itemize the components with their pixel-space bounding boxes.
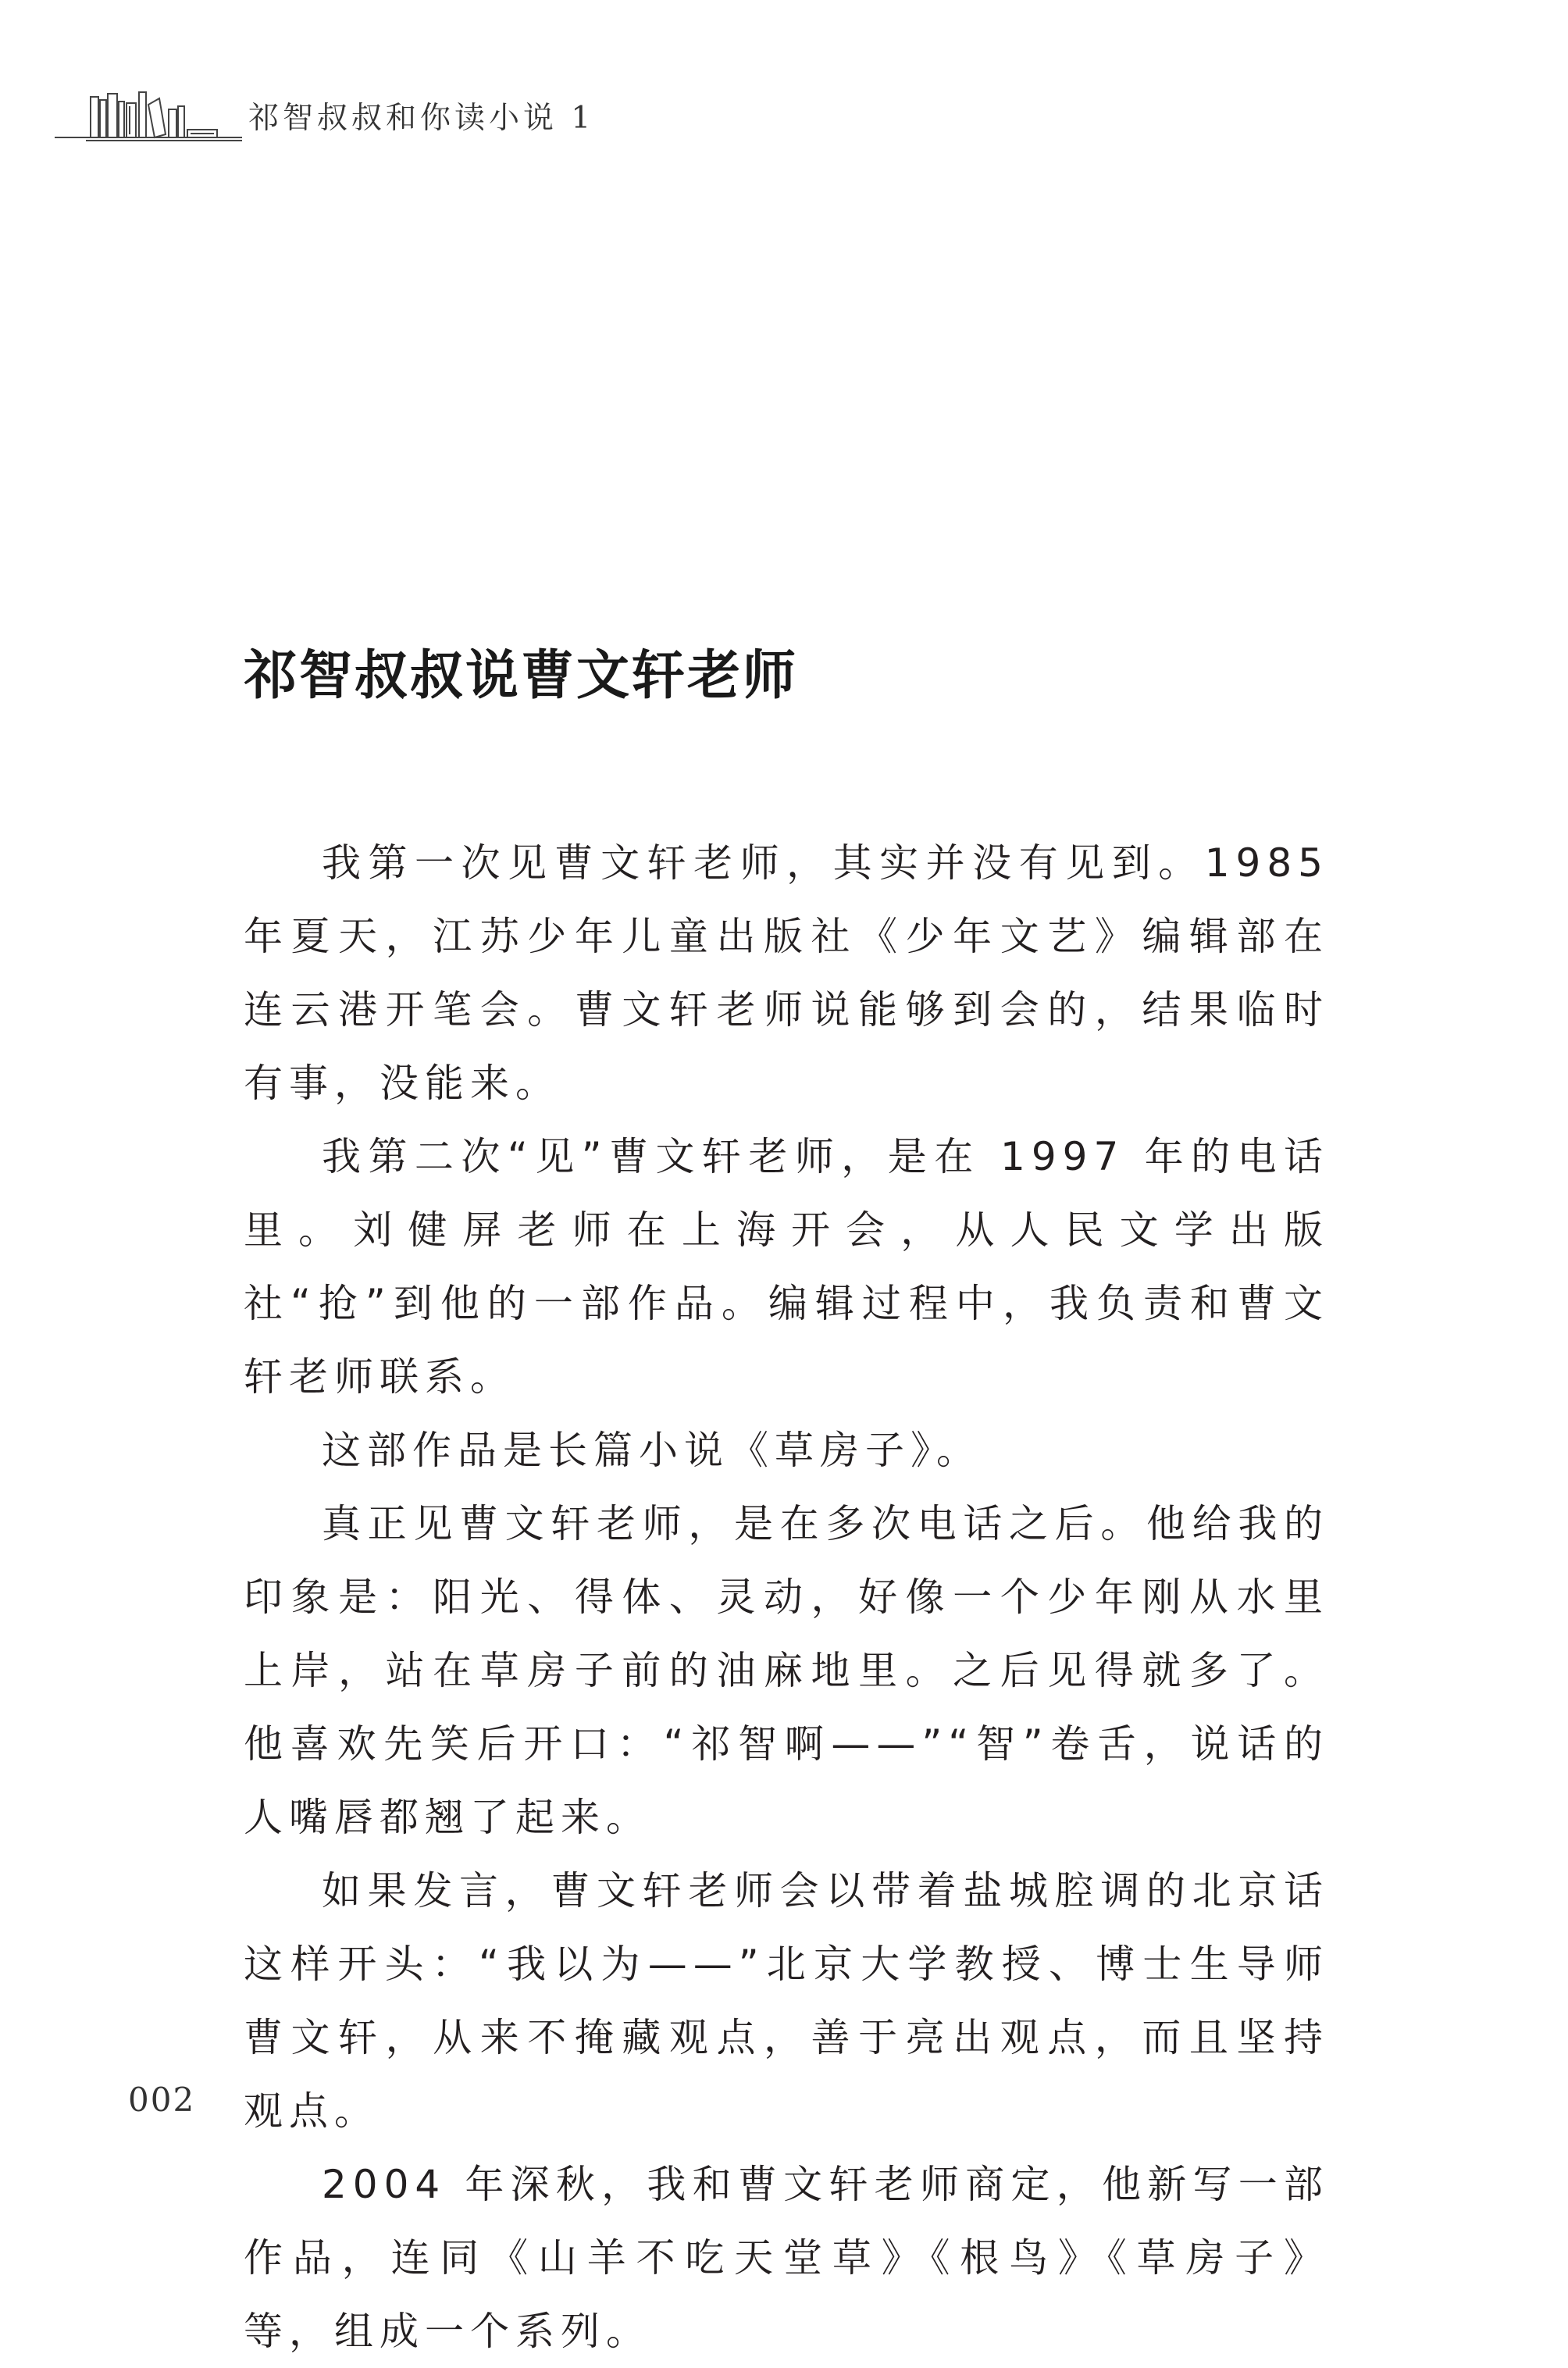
bookshelf-sketch-icon [55, 86, 242, 148]
paragraph: 我第一次见曹文轩老师，其实并没有见到。1985 年夏天，江苏少年儿童出版社《少年文艺》编辑部在连云港开笔会。曹文轩老师说能够到会的，结果临时有事，没能来。 [244, 840, 1329, 1106]
paragraph: 如果发言，曹文轩老师会以带着盐城腔调的北京话这样开头：“我以为——”北京大学教授、博士生导师曹文轩，从来不掩藏观点，善于亮出观点，而且坚持观点。 [244, 1868, 1329, 2134]
paragraph: 2004 年深秋，我和曹文轩老师商定，他新写一部作品，连同《山羊不吃天堂草》《根鸟》《草房子》等，组成一个系列。 [244, 2162, 1329, 2354]
body-text [244, 826, 1329, 2368]
page-number: 002 [128, 2081, 196, 2119]
chapter-title: 祁智叔叔说曹文轩老师 [244, 645, 799, 707]
paragraph: 我第二次“见”曹文轩老师，是在 1997 年的电话里。刘健屏老师在上海开会，从人民文学出版社“抢”到他的一部作品。编辑过程中，我负责和曹文轩老师联系。 [244, 1134, 1329, 1400]
paragraph: 真正见曹文轩老师，是在多次电话之后。他给我的印象是：阳光、得体、灵动，好像一个少年刚从水里上岸，站在草房子前的油麻地里。之后见得就多了。他喜欢先笑后开口：“祁智啊——”“智”卷舌，说话的人嘴唇都翘了起来。 [244, 1501, 1329, 1840]
paragraph: 这部作品是长篇小说《草房子》。 [322, 1428, 982, 1473]
running-header: 祁智叔叔和你读小说 1 [248, 101, 595, 136]
